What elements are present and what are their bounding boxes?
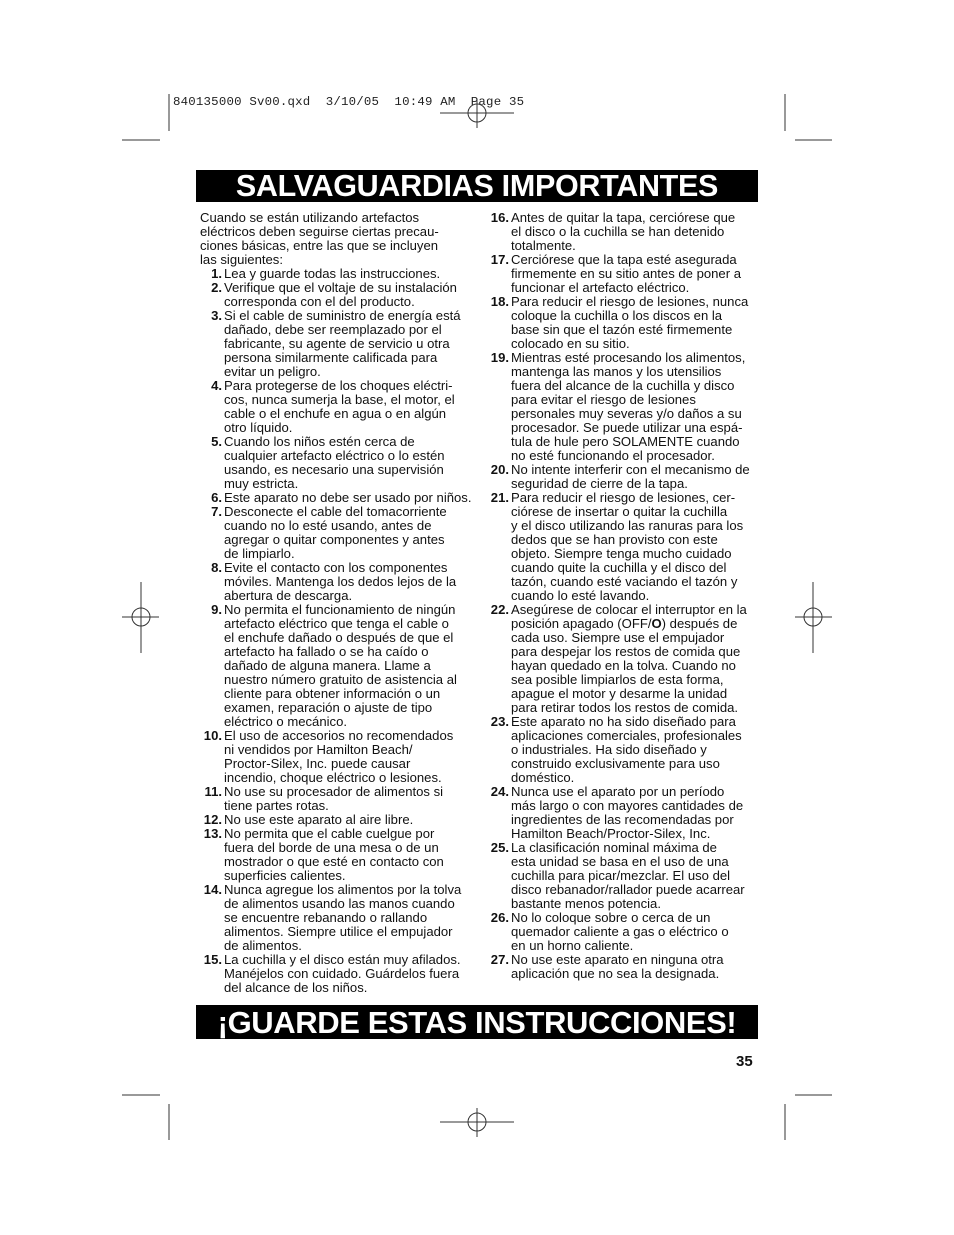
item-text: No use este aparato en ninguna otra aplicación que no sea la designada. <box>511 952 724 981</box>
item-text: Antes de quitar la tapa, cerciórese que el disco o la cuchilla se han detenido totalmente. <box>511 210 736 253</box>
item-text: Verifique que el voltaje de su instalación corresponda con el del producto. <box>224 280 457 309</box>
item-text: Mientras esté procesando los alimentos, mantenga las manos y los utensilios fuera del alcance de la cuchilla y disco para evitar el riesgo de lesiones personales muy severas y/o daños a su procesador. Se puede utilizar una espá- tula de hule pero SOLAMENTE cuando no esté funcionando el procesador. <box>511 350 746 463</box>
list-item <box>487 351 762 463</box>
list-item <box>200 785 472 813</box>
list-item <box>200 435 472 491</box>
list-item <box>200 309 472 379</box>
item-number: 9. <box>211 602 222 617</box>
item-text <box>510 603 747 715</box>
list-item <box>200 827 472 883</box>
list-item <box>487 911 762 953</box>
intro-paragraph: Cuando se están utilizando artefactos eléctricos deben seguirse ciertas precau- ciones básicas, entre las que se incluyen las siguientes: <box>200 210 439 267</box>
item-number: 24. <box>490 784 509 799</box>
item-text: No permita que el cable cuelgue por fuera del borde de una mesa o de un mostrador o que esté en contacto con superficies calientes. <box>224 826 444 883</box>
list-item <box>487 603 762 715</box>
item-number: 3. <box>211 308 222 323</box>
item-text: Si el cable de suministro de energía está dañado, debe ser reemplazado por el fabricante, su agente de servicio u otra persona similarmente calificada para evitar un peligro. <box>224 308 461 379</box>
item-number: 19. <box>490 350 509 365</box>
item-text: Cerciórese que la tapa esté asegurada firmemente en su sitio antes de poner a funcionar el artefacto eléctrico. <box>511 252 741 295</box>
list-item <box>487 211 762 253</box>
item-text: No use su procesador de alimentos si tiene partes rotas. <box>224 784 444 813</box>
list-item <box>487 253 762 295</box>
item-number: 13. <box>203 826 222 841</box>
item-text: Para reducir el riesgo de lesiones, cer- ciórese de insertar o quitar la cuchilla y el disco utilizando las ranuras para los dedos que se han provisto con este objeto. Siempre tenga mucho cuidado cuando quite la cuchilla y el disco del tazón, cuando esté vaciando el tazón y cuando lo esté lavando. <box>511 490 744 603</box>
footer-banner: ¡GUARDE ESTAS INSTRUCCIONES! <box>196 1005 758 1039</box>
right-column <box>487 211 762 981</box>
item-text: La clasificación nominal máxima de esta unidad se basa en el uso de una cuchilla para picar/mezclar. El uso del disco rebanador/rallador puede acarrear bastante menos potencia. <box>511 840 745 911</box>
item-text: Para protegerse de los choques eléctri- cos, nunca sumerja la base, el motor, el cable o el enchufe en agua o en algún otro líquido. <box>224 378 455 435</box>
registration-target-bottom <box>440 1108 514 1137</box>
list-item <box>487 491 762 603</box>
item-text: Nunca use el aparato por un período más largo o con mayores cantidades de ingredientes de las recomendadas por Hamilton Beach/Proctor-Silex, Inc. <box>511 784 744 841</box>
item-number: 4. <box>211 378 222 393</box>
item-number: 12. <box>203 812 222 827</box>
item-number: 6. <box>211 490 222 505</box>
item-text: Este aparato no debe ser usado por niños. <box>224 490 472 505</box>
list-item <box>200 267 472 281</box>
list-item <box>200 813 472 827</box>
item-number: 22. <box>490 602 509 617</box>
registration-target-left <box>122 582 159 653</box>
item-text: El uso de accesorios no recomendados ni vendidos por Hamilton Beach/ Proctor-Silex, Inc. puede causar incendio, choque eléctrico o lesiones. <box>224 728 454 785</box>
item-number: 5. <box>211 434 222 449</box>
item-number: 23. <box>490 714 509 729</box>
item-text: Este aparato no ha sido diseñado para aplicaciones comerciales, profesionales o industriales. Ha sido diseñado y construido exclusivamente para uso doméstico. <box>511 714 742 785</box>
list-item <box>487 953 762 981</box>
list-item <box>487 463 762 491</box>
item-text: Para reducir el riesgo de lesiones, nunca coloque la cuchilla o los discos en la base sin que el tazón esté firmemente colocado en su sitio. <box>511 294 749 351</box>
list-item <box>200 281 472 309</box>
list-item <box>487 841 762 911</box>
item-number: 26. <box>490 910 509 925</box>
list-item <box>200 379 472 435</box>
item-text: Evite el contacto con los componentes móviles. Mantenga los dedos lejos de la abertura de descarga. <box>224 560 457 603</box>
item-text: No use este aparato al aire libre. <box>224 812 414 827</box>
item-text: No permita el funcionamiento de ningún artefacto eléctrico que tenga el cable o el enchufe dañado o después de que el artefacto ha fallado o se ha caído o dañado de alguna manera. Llame a nuestro número gratuito de asistencia al cliente para obtener información o un examen, reparación o ajuste de tipo eléctrico o mecánico. <box>224 602 457 729</box>
item-number: 18. <box>490 294 509 309</box>
item-number: 8. <box>211 560 222 575</box>
item-text: La cuchilla y el disco están muy afilados. Manéjelos con cuidado. Guárdelos fuera del alcance de los niños. <box>224 952 461 995</box>
list-item <box>200 561 472 603</box>
item-number: 7. <box>211 504 222 519</box>
list-item <box>200 729 472 785</box>
item-text: Desconecte el cable del tomacorriente cuando no lo esté usando, antes de agregar o quitar componentes y antes de limpiarlo. <box>224 504 447 561</box>
print-slug: 840135000 Sv00.qxd 3/10/05 10:49 AM Page 35 <box>173 95 525 109</box>
item-text-bold: O <box>651 616 662 631</box>
item-number: 1. <box>211 266 222 281</box>
registration-target-right <box>795 582 832 653</box>
list-item <box>487 785 762 841</box>
item-number: 25. <box>490 840 509 855</box>
item-text: Nunca agregue los alimentos por la tolva de alimentos usando las manos cuando se encuentre rebanando o rallando alimentos. Siempre utilice el empujador de alimentos. <box>224 882 462 953</box>
item-number: 16. <box>490 210 509 225</box>
page-number: 35 <box>736 1053 753 1070</box>
header-banner: SALVAGUARDIAS IMPORTANTES <box>196 170 758 202</box>
item-text-part: ) después de cada uso. Siempre use el empujador para despejar los restos de comida que hayan quedado en la tolva. Cuando no sea posible limpiarlos de esta forma, apague el motor y desarme la unidad para retirar todos los restos de comida. <box>511 616 741 715</box>
item-number: 17. <box>490 252 509 267</box>
item-number: 27. <box>490 952 509 967</box>
item-text: No lo coloque sobre o cerca de un quemador caliente a gas o eléctrico o en un horno caliente. <box>511 910 729 953</box>
item-text-part: Asegúrese de colocar el interruptor en la posición apagado (OFF/ <box>511 602 747 631</box>
item-number: 11. <box>204 784 222 799</box>
list-item <box>200 953 472 995</box>
list-item <box>200 883 472 953</box>
item-text: No intente interferir con el mecanismo de seguridad de cierre de la tapa. <box>511 462 750 491</box>
item-text: Lea y guarde todas las instrucciones. <box>224 266 441 281</box>
list-item <box>487 715 762 785</box>
item-number: 14. <box>203 882 222 897</box>
item-number: 10. <box>203 728 222 743</box>
left-column <box>200 211 472 995</box>
item-number: 20. <box>490 462 509 477</box>
item-number: 2. <box>211 280 222 295</box>
list-item <box>200 505 472 561</box>
list-item <box>200 491 472 505</box>
item-number: 21. <box>490 490 509 505</box>
list-item <box>200 603 472 729</box>
item-number: 15. <box>203 952 222 967</box>
item-text: Cuando los niños estén cerca de cualquier artefacto eléctrico o lo estén usando, es necesario una supervisión muy estricta. <box>224 434 445 491</box>
list-item <box>487 295 762 351</box>
